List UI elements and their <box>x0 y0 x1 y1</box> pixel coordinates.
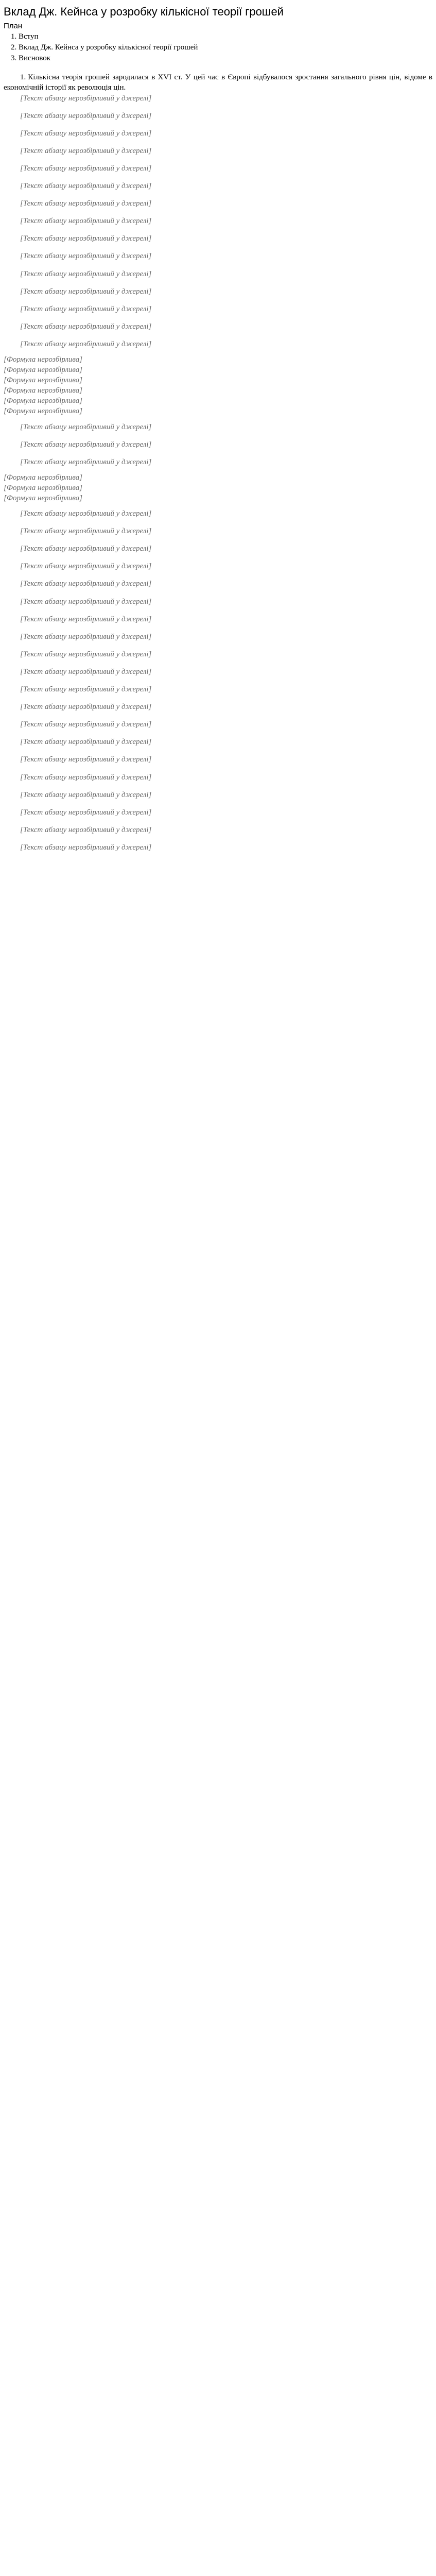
paragraph-unreadable: [Текст абзацу нерозбірливий у джерелі] <box>20 615 152 623</box>
paragraph-unreadable: [Текст абзацу нерозбірливий у джерелі] <box>20 632 152 641</box>
paragraph-unreadable: [Текст абзацу нерозбірливий у джерелі] <box>20 340 152 348</box>
paragraph-unreadable: [Текст абзацу нерозбірливий у джерелі] <box>20 182 152 191</box>
section-number: 1. <box>20 73 26 82</box>
paragraph-unreadable: [Текст абзацу нерозбірливий у джерелі] <box>20 773 152 782</box>
paragraph-unreadable: [Текст абзацу нерозбірливий у джерелі] <box>20 129 152 138</box>
paragraph-unreadable: [Текст абзацу нерозбірливий у джерелі] <box>20 234 152 243</box>
paragraph-unreadable: [Текст абзацу нерозбірливий у джерелі] <box>20 269 152 278</box>
plan-heading: План <box>4 22 23 31</box>
paragraph-unreadable: [Текст абзацу нерозбірливий у джерелі] <box>20 217 152 226</box>
paragraph-unreadable: [Текст абзацу нерозбірливий у джерелі] <box>20 755 152 764</box>
paragraph-unreadable: [Текст абзацу нерозбірливий у джерелі] <box>20 304 152 313</box>
formula-line: [Формула нерозбірлива] <box>4 473 83 482</box>
paragraph-unreadable: [Текст абзацу нерозбірливий у джерелі] <box>20 685 152 694</box>
document-body <box>4 72 432 853</box>
paragraph-unreadable: [Текст абзацу нерозбірливий у джерелі] <box>20 111 152 120</box>
paragraph-unreadable: [Текст абзацу нерозбірливий у джерелі] <box>20 580 152 588</box>
paragraph-unreadable: [Текст абзацу нерозбірливий у джерелі] <box>20 545 152 553</box>
document-title: Вклад Дж. Кейнса у розробку кількісної теорії грошей <box>4 5 284 18</box>
paragraph-unreadable: [Текст абзацу нерозбірливий у джерелі] <box>20 440 152 449</box>
paragraph-unreadable: [Текст абзацу нерозбірливий у джерелі] <box>20 94 152 103</box>
paragraph-unreadable: [Текст абзацу нерозбірливий у джерелі] <box>20 322 152 331</box>
paragraph-unreadable: [Текст абзацу нерозбірливий у джерелі] <box>20 650 152 658</box>
formula-line: [Формула нерозбірлива] <box>4 407 83 416</box>
paragraph-unreadable: [Текст абзацу нерозбірливий у джерелі] <box>20 146 152 155</box>
formula-line: [Формула нерозбірлива] <box>4 483 83 492</box>
plan-item: 1. Вступ <box>11 32 39 41</box>
plan-item: 2. Вклад Дж. Кейнса у розробку кількісної теорії грошей <box>11 43 198 52</box>
paragraph-unreadable: [Текст абзацу нерозбірливий у джерелі] <box>20 562 152 571</box>
formula-block <box>4 472 432 503</box>
paragraph-unreadable: [Текст абзацу нерозбірливий у джерелі] <box>20 667 152 676</box>
section-1-opening <box>4 72 432 93</box>
formula-line: [Формула нерозбірлива] <box>4 376 83 385</box>
paragraph-unreadable: [Текст абзацу нерозбірливий у джерелі] <box>20 287 152 296</box>
formula-line: [Формула нерозбірлива] <box>4 397 83 405</box>
paragraph-unreadable: [Текст абзацу нерозбірливий у джерелі] <box>20 720 152 729</box>
paragraph-unreadable: [Текст абзацу нерозбірливий у джерелі] <box>20 422 152 431</box>
formula-line: [Формула нерозбірлива] <box>4 386 83 395</box>
paragraph-unreadable: [Текст абзацу нерозбірливий у джерелі] <box>20 825 152 834</box>
paragraph-unreadable: [Текст абзацу нерозбірливий у джерелі] <box>20 790 152 799</box>
paragraph-unreadable: [Текст абзацу нерозбірливий у джерелі] <box>20 164 152 173</box>
paragraph-unreadable: [Текст абзацу нерозбірливий у джерелі] <box>20 527 152 536</box>
paragraph-unreadable: [Текст абзацу нерозбірливий у джерелі] <box>20 703 152 711</box>
formula-line: [Формула нерозбірлива] <box>4 494 83 503</box>
paragraph-unreadable: [Текст абзацу нерозбірливий у джерелі] <box>20 252 152 261</box>
paragraph-unreadable: [Текст абзацу нерозбірливий у джерелі] <box>20 199 152 208</box>
paragraph-unreadable: [Текст абзацу нерозбірливий у джерелі] <box>20 738 152 747</box>
plan-list <box>4 31 432 64</box>
formula-line: [Формула нерозбірлива] <box>4 355 83 364</box>
plan-item: 3. Висновок <box>11 54 50 63</box>
section-1-opening-text: Кількісна теорія грошей зародилася в XVI ст. У цей час в Європі відбувалося зростання загального рівня цін, відоме в економічній історії як революція цін. <box>4 73 432 92</box>
paragraph-unreadable: [Текст абзацу нерозбірливий у джерелі] <box>20 457 152 466</box>
formula-block <box>4 354 432 417</box>
paragraph-unreadable: [Текст абзацу нерозбірливий у джерелі] <box>20 843 152 852</box>
formula-line: [Формула нерозбірлива] <box>4 366 83 375</box>
paragraph-unreadable: [Текст абзацу нерозбірливий у джерелі] <box>20 808 152 817</box>
paragraph-unreadable: [Текст абзацу нерозбірливий у джерелі] <box>20 510 152 518</box>
paragraph-unreadable: [Текст абзацу нерозбірливий у джерелі] <box>20 597 152 606</box>
